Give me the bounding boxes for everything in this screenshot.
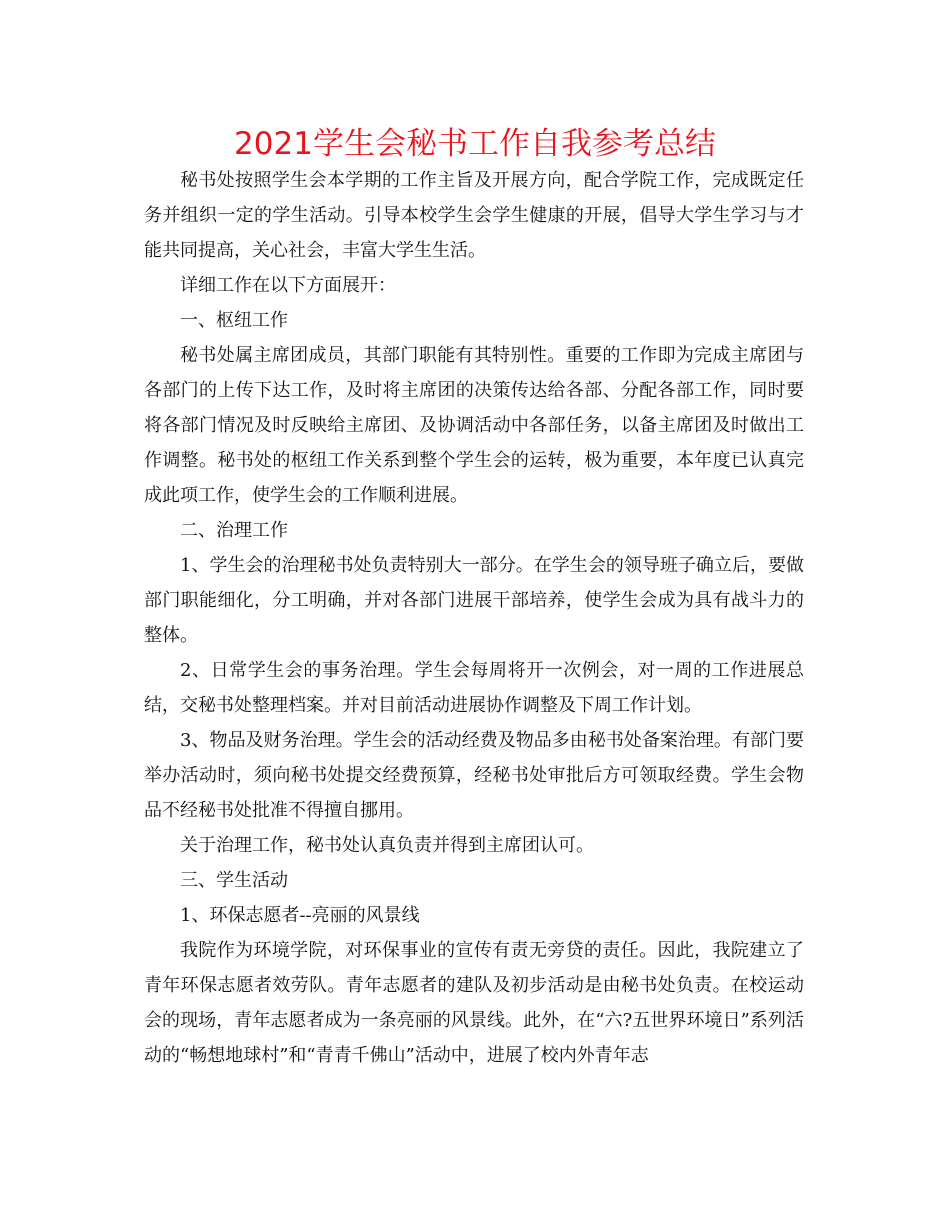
paragraph-management-3: 3、物品及财务治理。学生会的活动经费及物品多由秘书处备案治理。有部门要举办活动时，须向秘书处提交经费预算，经秘书处审批后方可领取经费。学生会物品不经秘书处批准不得擅自挪用。 <box>144 730 804 821</box>
paragraph-intro: 秘书处按照学生会本学期的工作主旨及开展方向，配合学院工作，完成既定任务并组织一定的学生活动。引导本校学生会学生健康的开展，倡导大学生学习与才能共同提高，关心社会，丰富大学生生活。 <box>144 170 804 261</box>
paragraph-volunteers: 我院作为环境学院，对环保事业的宣传有责无旁贷的责任。因此，我院建立了青年环保志愿者效劳队。青年志愿者的建队及初步活动是由秘书处负责。在校运动会的现场，青年志愿者成为一条亮丽的风景线。此外，在“六?五世界环境日”系列活动的“畅想地球村”和“青青千佛山”活动中，进展了校内外青年志 <box>144 940 804 1066</box>
subheading-volunteers: 1、环保志愿者--亮丽的风景线 <box>180 905 420 926</box>
paragraph-overview: 详细工作在以下方面展开： <box>180 275 396 296</box>
paragraph-management-summary: 关于治理工作，秘书处认真负责并得到主席团认可。 <box>180 835 594 856</box>
document-body <box>144 163 804 1073</box>
section-heading-activities: 三、学生活动 <box>180 870 288 891</box>
paragraph-management-2: 2、日常学生会的事务治理。学生会每周将开一次例会，对一周的工作进展总结，交秘书处整理档案。并对目前活动进展协作调整及下周工作计划。 <box>144 660 804 716</box>
paragraph-hub-work: 秘书处属主席团成员，其部门职能有其特别性。重要的工作即为完成主席团与各部门的上传下达工作，及时将主席团的决策传达给各部、分配各部工作，同时要将各部门情况及时反映给主席团、及协调活动中各部任务，以备主席团及时做出工作调整。秘书处的枢纽工作关系到整个学生会的运转，极为重要，本年度已认真完成此项工作，使学生会的工作顺利进展。 <box>144 345 804 506</box>
document-title: 2021学生会秘书工作自我参考总结 <box>234 126 716 162</box>
section-heading-management: 二、治理工作 <box>180 520 288 541</box>
section-heading-hub: 一、枢纽工作 <box>180 310 288 331</box>
paragraph-management-1: 1、学生会的治理秘书处负责特别大一部分。在学生会的领导班子确立后，要做部门职能细化，分工明确，并对各部门进展干部培养，使学生会成为具有战斗力的整体。 <box>144 555 804 646</box>
